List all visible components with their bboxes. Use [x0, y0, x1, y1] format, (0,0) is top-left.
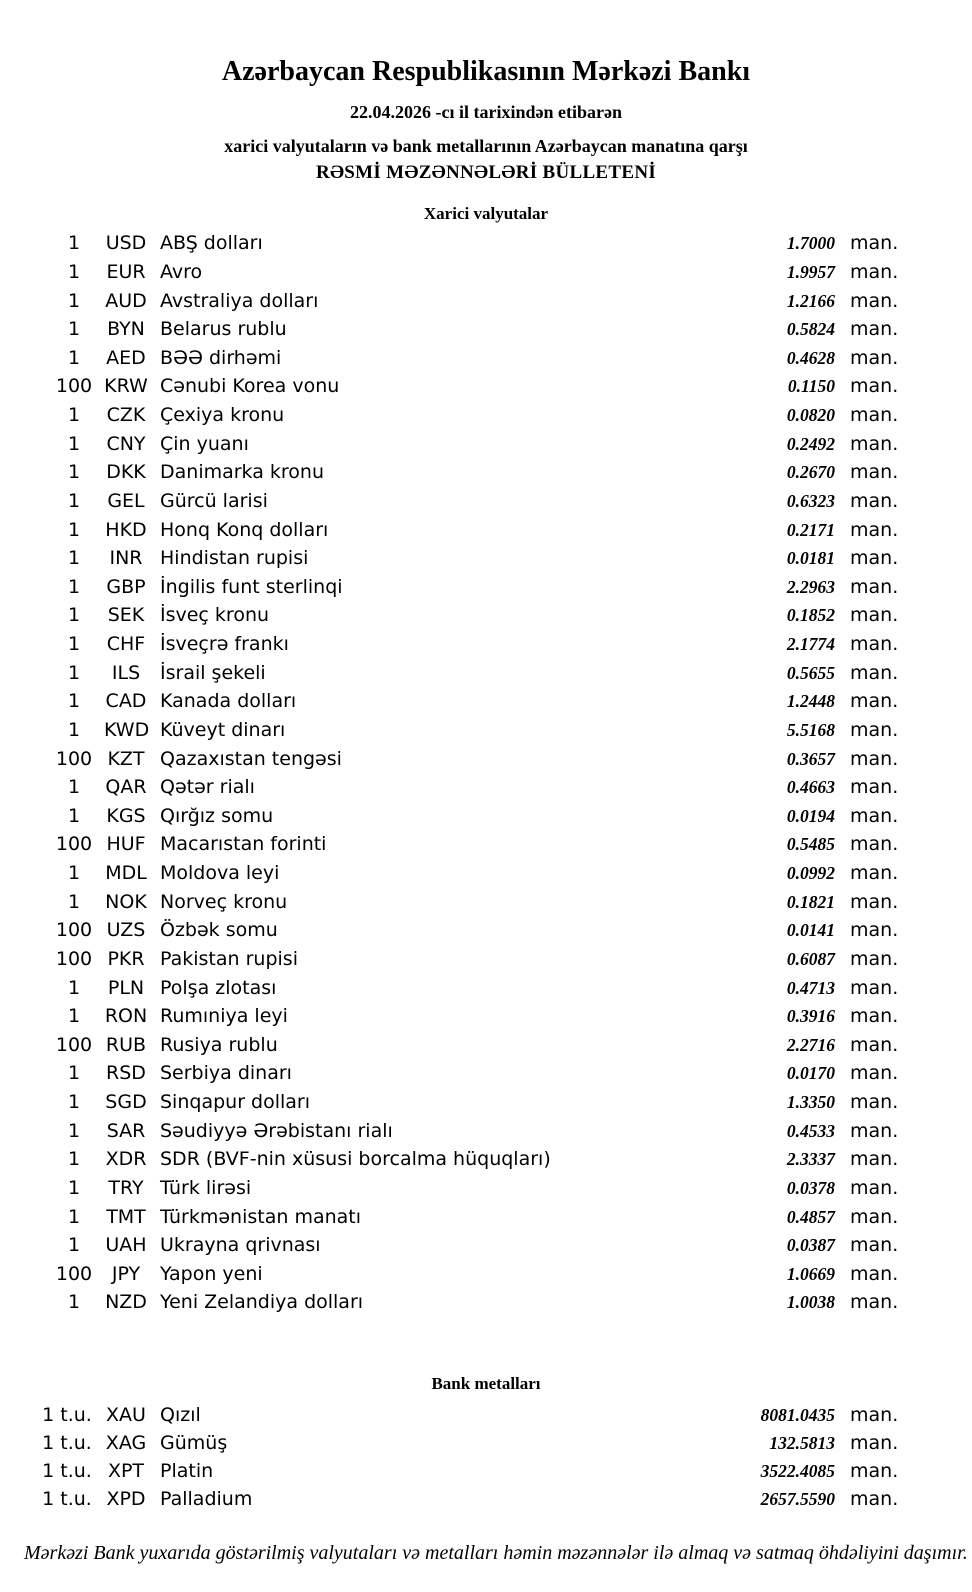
currency-code: UAH [105, 1234, 147, 1257]
currency-code: CZK [106, 404, 146, 427]
currency-name: Özbək somu [160, 919, 278, 942]
rate-row [0, 658, 972, 687]
rate-row [0, 773, 972, 802]
currency-code: CAD [105, 690, 147, 713]
currency-code: QAR [105, 776, 147, 799]
unit-label: man. [850, 1291, 899, 1314]
currency-code: PLN [107, 976, 145, 999]
currency-name: Cənubi Korea vonu [160, 375, 340, 398]
rate-value: 0.0141 [786, 920, 835, 941]
rate-row [0, 1174, 972, 1203]
rate-row [0, 1288, 972, 1317]
currency-code: RUB [105, 1033, 147, 1056]
currency-code: HUF [106, 833, 146, 856]
currencies-table [0, 229, 972, 1317]
unit-label: man. [850, 318, 899, 341]
rate-value: 2.2963 [786, 576, 835, 597]
rate-value: 3522.4085 [760, 1461, 835, 1482]
unit-label: man. [850, 1262, 899, 1285]
currency-name: İsveçrə frankı [160, 633, 289, 656]
rate-row [0, 1457, 972, 1485]
currency-name: İsrail şekeli [160, 661, 266, 684]
metals-table [0, 1401, 972, 1514]
rate-value: 1.2448 [786, 691, 835, 712]
currency-name: Moldova leyi [160, 862, 280, 885]
rate-value: 0.4663 [786, 777, 835, 798]
quantity-value: 1 [67, 1119, 81, 1142]
rate-value: 0.5824 [786, 319, 835, 340]
quantity-value: 100 [55, 833, 93, 856]
rate-row [0, 1485, 972, 1513]
rate-row [0, 802, 972, 831]
rate-row [0, 945, 972, 974]
quantity-value: 1 [67, 1291, 81, 1314]
quantity-value: 1 [67, 260, 81, 283]
currency-name: Türkmənistan manatı [160, 1205, 362, 1228]
quantity-value: 1 [67, 1176, 81, 1199]
currency-code: RON [104, 1005, 148, 1028]
quantity-value: 1 [67, 518, 81, 541]
currency-code: USD [105, 232, 147, 255]
currency-code: KGS [106, 804, 146, 827]
currency-code: BYN [107, 318, 145, 341]
quantity-value: 1 [67, 633, 81, 656]
currencies-section-title: Xarici valyutalar [423, 204, 549, 223]
rate-row [0, 1059, 972, 1088]
unit-label: man. [850, 375, 899, 398]
unit-label: man. [850, 346, 899, 369]
unit-label: man. [850, 1119, 899, 1142]
unit-label: man. [850, 575, 899, 598]
rate-value: 0.6323 [786, 490, 835, 511]
unit-label: man. [850, 1488, 899, 1511]
rate-row [0, 1145, 972, 1174]
quantity-value: 1 [67, 776, 81, 799]
currency-name: Gürcü larisi [160, 489, 268, 512]
currency-name: Çin yuanı [160, 432, 249, 455]
rate-row [0, 630, 972, 659]
currency-code: KRW [104, 375, 148, 398]
rate-value: 2.2716 [786, 1034, 835, 1055]
rate-row [0, 315, 972, 344]
quantity-value: 1 [67, 890, 81, 913]
unit-label: man. [850, 1205, 899, 1228]
unit-label: man. [850, 1005, 899, 1028]
bulletin-title: RƏSMİ MƏZƏNNƏLƏRİ BÜLLETENİ [315, 162, 657, 183]
rate-value: 0.0194 [786, 805, 835, 826]
rate-row [0, 573, 972, 602]
rate-row [0, 258, 972, 287]
quantity-value: 100 [55, 375, 93, 398]
currency-name: Hindistan rupisi [160, 547, 309, 570]
unit-label: man. [850, 461, 899, 484]
currency-code: GEL [107, 489, 145, 512]
rate-value: 0.5485 [786, 834, 835, 855]
currency-code: NOK [105, 890, 147, 913]
rate-value: 1.0038 [786, 1292, 835, 1313]
currency-name: Yeni Zelandiya dolları [160, 1291, 364, 1314]
currency-name: Qırğız somu [160, 804, 274, 827]
page-title: Azərbaycan Respublikasının Mərkəzi Bankı [221, 56, 751, 87]
rate-value: 0.2492 [786, 433, 835, 454]
rate-row [0, 1429, 972, 1457]
quantity-value: 1 t.u. [42, 1488, 92, 1511]
unit-label: man. [850, 633, 899, 656]
rate-value: 0.2670 [786, 462, 835, 483]
rate-value: 0.4857 [786, 1206, 835, 1227]
rate-value: 1.3350 [786, 1092, 835, 1113]
rate-value: 0.3916 [786, 1006, 835, 1027]
currency-name: Rusiya rublu [160, 1033, 278, 1056]
currency-name: Səudiyyə Ərəbistanı rialı [160, 1119, 393, 1142]
quantity-value: 1 [67, 718, 81, 741]
currency-name: Yapon yeni [160, 1262, 263, 1285]
quantity-value: 100 [55, 919, 93, 942]
currency-code: PKR [107, 947, 145, 970]
unit-label: man. [850, 661, 899, 684]
unit-label: man. [850, 404, 899, 427]
currency-name: Çexiya kronu [160, 404, 285, 427]
quantity-value: 1 [67, 1234, 81, 1257]
rate-row [0, 515, 972, 544]
currency-name: Polşa zlotası [160, 976, 277, 999]
currency-code: SEK [107, 604, 145, 627]
currency-code: NZD [105, 1291, 147, 1314]
unit-label: man. [850, 432, 899, 455]
currency-code: UZS [106, 919, 146, 942]
currency-code: MDL [105, 862, 147, 885]
rate-row [0, 687, 972, 716]
currency-name: Qızıl [160, 1403, 201, 1426]
currency-name: ABŞ dolları [160, 232, 263, 255]
rate-value: 0.5655 [786, 662, 835, 683]
currency-code: AUD [105, 289, 147, 312]
currency-code: DKK [106, 461, 146, 484]
unit-label: man. [850, 1148, 899, 1171]
currency-name: Pakistan rupisi [160, 947, 298, 970]
unit-label: man. [850, 1234, 899, 1257]
currency-name: Palladium [160, 1488, 253, 1511]
quantity-value: 1 [67, 804, 81, 827]
rate-row [0, 1031, 972, 1060]
rate-row [0, 859, 972, 888]
quantity-value: 1 [67, 461, 81, 484]
rate-value: 1.2166 [786, 290, 835, 311]
rate-value: 1.9957 [786, 261, 835, 282]
rate-value: 0.1821 [786, 891, 835, 912]
unit-label: man. [850, 947, 899, 970]
currency-name: Sinqapur dolları [160, 1091, 311, 1114]
rate-row [0, 487, 972, 516]
rate-row [0, 1231, 972, 1260]
quantity-value: 1 [67, 661, 81, 684]
rate-value: 1.0669 [786, 1263, 835, 1284]
currency-code: XAG [105, 1432, 147, 1455]
quantity-value: 100 [55, 747, 93, 770]
currency-name: Norveç kronu [160, 890, 288, 913]
unit-label: man. [850, 1062, 899, 1085]
unit-label: man. [850, 747, 899, 770]
currency-name: Rumıniya leyi [160, 1005, 288, 1028]
rate-value: 2.1774 [786, 634, 835, 655]
quantity-value: 1 [67, 1148, 81, 1171]
currency-name: BƏƏ dirhəmi [160, 346, 282, 369]
rate-row [0, 916, 972, 945]
unit-label: man. [850, 1460, 899, 1483]
unit-label: man. [850, 976, 899, 999]
rate-row [0, 830, 972, 859]
quantity-value: 1 [67, 547, 81, 570]
effective-date-line: 22.04.2026 -cı il tarixindən etibarən [350, 102, 622, 122]
unit-label: man. [850, 890, 899, 913]
rate-value: 2.3337 [786, 1149, 835, 1170]
rate-row [0, 372, 972, 401]
rate-value: 0.1852 [786, 605, 835, 626]
currency-code: XDR [105, 1148, 147, 1171]
rate-row [0, 1088, 972, 1117]
currency-code: CHF [106, 633, 146, 656]
unit-label: man. [850, 804, 899, 827]
currency-code: KZT [107, 747, 145, 770]
rate-row [0, 887, 972, 916]
currency-code: ILS [111, 661, 141, 684]
rate-value: 0.0378 [786, 1177, 835, 1198]
rate-value: 0.0181 [786, 548, 835, 569]
unit-label: man. [850, 604, 899, 627]
rate-value: 132.5813 [769, 1433, 835, 1454]
quantity-value: 1 [67, 1005, 81, 1028]
rate-value: 0.0992 [786, 863, 835, 884]
unit-label: man. [850, 718, 899, 741]
quantity-value: 1 [67, 489, 81, 512]
metals-section-title: Bank metalları [431, 1373, 541, 1393]
quantity-value: 1 [67, 1091, 81, 1114]
currency-name: Küveyt dinarı [160, 718, 286, 741]
quantity-value: 1 [67, 976, 81, 999]
currency-name: SDR (BVF-nin xüsusi borcalma hüquqları) [160, 1148, 551, 1171]
rate-row [0, 1002, 972, 1031]
rate-value: 0.3657 [786, 748, 835, 769]
rate-value: 0.0387 [786, 1235, 835, 1256]
rate-row [0, 286, 972, 315]
currency-code: AED [106, 346, 146, 369]
rate-value: 0.0820 [786, 405, 835, 426]
rate-value: 2657.5590 [760, 1489, 835, 1510]
currency-code: XAU [106, 1403, 146, 1426]
quantity-value: 1 [67, 575, 81, 598]
rate-value: 0.2171 [786, 519, 835, 540]
rate-row [0, 1202, 972, 1231]
quantity-value: 1 [67, 690, 81, 713]
rate-value: 1.7000 [786, 233, 835, 254]
unit-label: man. [850, 1091, 899, 1114]
currency-code: TRY [108, 1176, 144, 1199]
rate-row [0, 544, 972, 573]
unit-label: man. [850, 489, 899, 512]
unit-label: man. [850, 1403, 899, 1426]
unit-label: man. [850, 1033, 899, 1056]
unit-label: man. [850, 690, 899, 713]
rate-row [0, 744, 972, 773]
unit-label: man. [850, 260, 899, 283]
rate-value: 0.4713 [786, 977, 835, 998]
disclaimer-text: Mərkəzi Bank yuxarıda göstərilmiş valyutaları və metalları həmin məzənnələr ilə almaq və satmaq öhdəliyini daşımır. [24, 1541, 968, 1564]
quantity-value: 1 t.u. [42, 1432, 92, 1455]
currency-name: Serbiya dinarı [160, 1062, 292, 1085]
rate-value: 0.4628 [786, 347, 835, 368]
currency-name: Belarus rublu [160, 318, 287, 341]
currency-name: Qazaxıstan tengəsi [160, 747, 342, 770]
quantity-value: 1 [67, 289, 81, 312]
currency-code: SGD [105, 1091, 147, 1114]
currency-code: INR [109, 547, 143, 570]
unit-label: man. [850, 862, 899, 885]
currency-name: Qətər rialı [160, 776, 255, 799]
quantity-value: 1 [67, 604, 81, 627]
quantity-value: 1 [67, 862, 81, 885]
currency-code: TMT [106, 1205, 146, 1228]
currency-name: Ukrayna qrivnası [160, 1234, 321, 1257]
currency-code: KWD [104, 718, 150, 741]
currency-name: Türk lirəsi [160, 1176, 252, 1199]
rate-row [0, 716, 972, 745]
unit-label: man. [850, 547, 899, 570]
unit-label: man. [850, 289, 899, 312]
rate-value: 0.4533 [786, 1120, 835, 1141]
currency-code: CNY [106, 432, 146, 455]
currency-code: XPD [106, 1488, 146, 1511]
quantity-value: 1 [67, 1062, 81, 1085]
rate-value: 0.0170 [786, 1063, 835, 1084]
unit-label: man. [850, 776, 899, 799]
rate-row [0, 1401, 972, 1429]
currency-code: SAR [106, 1119, 146, 1142]
quantity-value: 1 [67, 404, 81, 427]
currency-name: İsveç kronu [160, 604, 270, 627]
currency-name: İngilis funt sterlinqi [160, 575, 343, 598]
currency-code: GBP [106, 575, 146, 598]
quantity-value: 1 [67, 232, 81, 255]
unit-label: man. [850, 518, 899, 541]
rate-value: 8081.0435 [760, 1404, 835, 1425]
rate-value: 0.1150 [787, 376, 835, 397]
currency-name: Honq Konq dolları [160, 518, 329, 541]
quantity-value: 1 [67, 346, 81, 369]
unit-label: man. [850, 919, 899, 942]
rate-row [0, 1116, 972, 1145]
rate-row [0, 401, 972, 430]
currency-name: Danimarka kronu [160, 461, 325, 484]
currency-name: Macarıstan forinti [160, 833, 327, 856]
rate-row [0, 601, 972, 630]
quantity-value: 100 [55, 1262, 93, 1285]
currency-name: Platin [160, 1460, 214, 1483]
unit-label: man. [850, 1432, 899, 1455]
currency-name: Kanada dolları [160, 690, 297, 713]
rate-row [0, 973, 972, 1002]
quantity-value: 1 t.u. [42, 1403, 92, 1426]
rate-value: 5.5168 [786, 719, 835, 740]
currency-code: XPT [107, 1460, 145, 1483]
currency-code: RSD [106, 1062, 146, 1085]
rate-row [0, 429, 972, 458]
currency-code: HKD [105, 518, 147, 541]
unit-label: man. [850, 232, 899, 255]
quantity-value: 1 [67, 318, 81, 341]
quantity-value: 100 [55, 947, 93, 970]
rate-value: 0.6087 [786, 948, 835, 969]
unit-label: man. [850, 833, 899, 856]
rate-row [0, 344, 972, 373]
quantity-value: 1 [67, 432, 81, 455]
rate-row [0, 1260, 972, 1289]
currency-name: Avro [160, 260, 203, 283]
quantity-value: 1 [67, 1205, 81, 1228]
rate-row [0, 229, 972, 258]
currency-code: EUR [106, 260, 146, 283]
currency-code: JPY [111, 1262, 141, 1285]
currency-name: Avstraliya dolları [160, 289, 319, 312]
quantity-value: 1 t.u. [42, 1460, 92, 1483]
currency-name: Gümüş [160, 1432, 228, 1455]
rate-row [0, 458, 972, 487]
subtitle-line: xarici valyutaların və bank metallarının Azərbaycan manatına qarşı [224, 136, 748, 156]
unit-label: man. [850, 1176, 899, 1199]
quantity-value: 100 [55, 1033, 93, 1056]
